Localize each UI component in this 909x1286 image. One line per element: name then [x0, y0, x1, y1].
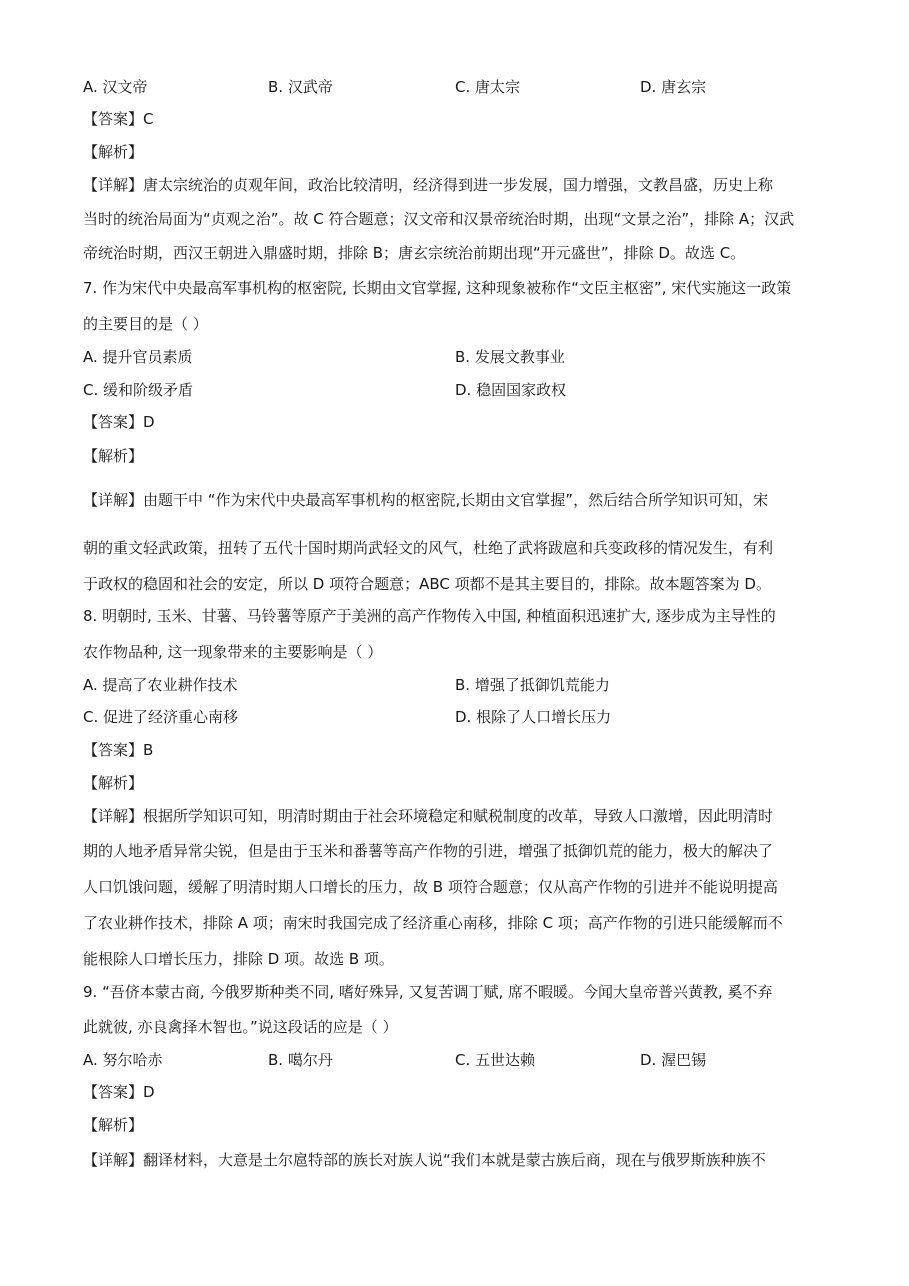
q8-option-a: A. 提高了农业耕作技术 [83, 676, 238, 694]
q6-option-b: B. 汉武帝 [268, 78, 333, 96]
q7-option-b: B. 发展文教事业 [455, 348, 565, 366]
q6-option-c: C. 唐太宗 [455, 78, 521, 96]
q7-stem-line-2: 的主要目的是（ ） [83, 315, 208, 333]
q8-analysis-label: 【解析】 [83, 774, 144, 792]
q9-stem-line-1: 9. “吾侪本蒙古商, 今俄罗斯种类不同, 嗜好殊异, 又复苦调丁赋, 席不暇暖。今闻大皇帝普兴黄教, 奚不弃 [83, 983, 773, 1001]
q6-detail-line-3: 帝统治时期，西汉王朝进入鼎盛时期，排除 B；唐玄宗统治前期出现“开元盛世”，排除 D。故选 C。 [83, 244, 746, 262]
q7-detail-line-2: 朝的重文轻武政策，扭转了五代十国时期尚武轻文的风气，杜绝了武将跋扈和兵变政移的情况发生，有利 [83, 539, 774, 557]
q7-analysis-label: 【解析】 [83, 447, 144, 465]
q8-answer: 【答案】B [83, 741, 154, 759]
q8-detail-line-4: 了农业耕作技术，排除 A 项；南宋时我国完成了经济重心南移，排除 C 项；高产作物的引进只能缓解而不 [83, 914, 783, 932]
q8-option-d: D. 根除了人口增长压力 [455, 708, 612, 726]
q9-option-a: A. 努尔哈赤 [83, 1051, 163, 1069]
q9-option-b: B. 噶尔丹 [268, 1051, 333, 1069]
q8-detail-line-3: 人口饥饿问题，缓解了明清时期人口增长的压力，故 B 项符合题意；仅从高产作物的引进并不能说明提高 [83, 878, 778, 896]
q6-detail-line-1: 【详解】唐太宗统治的贞观年间，政治比较清明，经济得到进一步发展，国力增强，文教昌盛，历史上称 [83, 176, 774, 194]
q8-detail-line-2: 期的人地矛盾异常尖锐，但是由于玉米和番薯等高产作物的引进，增强了抵御饥荒的能力，极大的解决了 [83, 842, 774, 860]
q7-answer: 【答案】D [83, 413, 155, 431]
q8-stem-line-2: 农作物品种, 这一现象带来的主要影响是（ ） [83, 643, 383, 661]
q7-stem-line-1: 7. 作为宋代中央最高军事机构的枢密院, 长期由文官掌握, 这种现象被称作“文臣主枢密”, 宋代实施这一政策 [83, 279, 792, 297]
q8-stem-line-1: 8. 明朝时, 玉米、甘薯、马铃薯等原产于美洲的高产作物传入中国, 种植面积迅速扩大, 逐步成为主导性的 [83, 607, 776, 625]
q6-option-a: A. 汉文帝 [83, 78, 148, 96]
q6-option-d: D. 唐玄宗 [640, 78, 707, 96]
q9-answer: 【答案】D [83, 1083, 155, 1101]
q7-detail-line-3: 于政权的稳固和社会的安定，所以 D 项符合题意；ABC 项都不是其主要目的，排除。故本题答案为 D。 [83, 575, 771, 593]
q6-analysis-label: 【解析】 [83, 143, 144, 161]
q8-detail-line-5: 能根除人口增长压力，排除 D 项。故选 B 项。 [83, 950, 394, 968]
q6-detail-line-2: 当时的统治局面为“贞观之治”。故 C 符合题意；汉文帝和汉景帝统治时期，出现“文景之治”，排除 A；汉武 [83, 210, 795, 228]
q7-option-c: C. 缓和阶级矛盾 [83, 381, 194, 399]
q8-option-b: B. 增强了抵御饥荒能力 [455, 676, 610, 694]
q9-option-c: C. 五世达赖 [455, 1051, 536, 1069]
q7-option-d: D. 稳固国家政权 [455, 381, 567, 399]
q8-detail-line-1: 【详解】根据所学知识可知，明清时期由于社会环境稳定和赋税制度的改革，导致人口激增，因此明清时 [83, 807, 774, 825]
q9-analysis-label: 【解析】 [83, 1116, 144, 1134]
q9-stem-line-2: 此就彼, 亦良禽择木智也。”说这段话的应是（ ） [83, 1018, 398, 1036]
q8-option-c: C. 促进了经济重心南移 [83, 708, 239, 726]
q9-detail-line-1: 【详解】翻译材料，大意是土尔扈特部的族长对族人说“我们本就是蒙古族后商，现在与俄罗斯族种族不 [83, 1151, 766, 1169]
q6-answer: 【答案】C [83, 110, 154, 128]
q7-option-a: A. 提升官员素质 [83, 348, 193, 366]
q9-option-d: D. 渥巴锡 [640, 1051, 707, 1069]
q7-detail-line-1: 【详解】由题干中 “作为宋代中央最高军事机构的枢密院,长期由文官掌握”，然后结合所学知识可知，宋 [83, 491, 769, 509]
